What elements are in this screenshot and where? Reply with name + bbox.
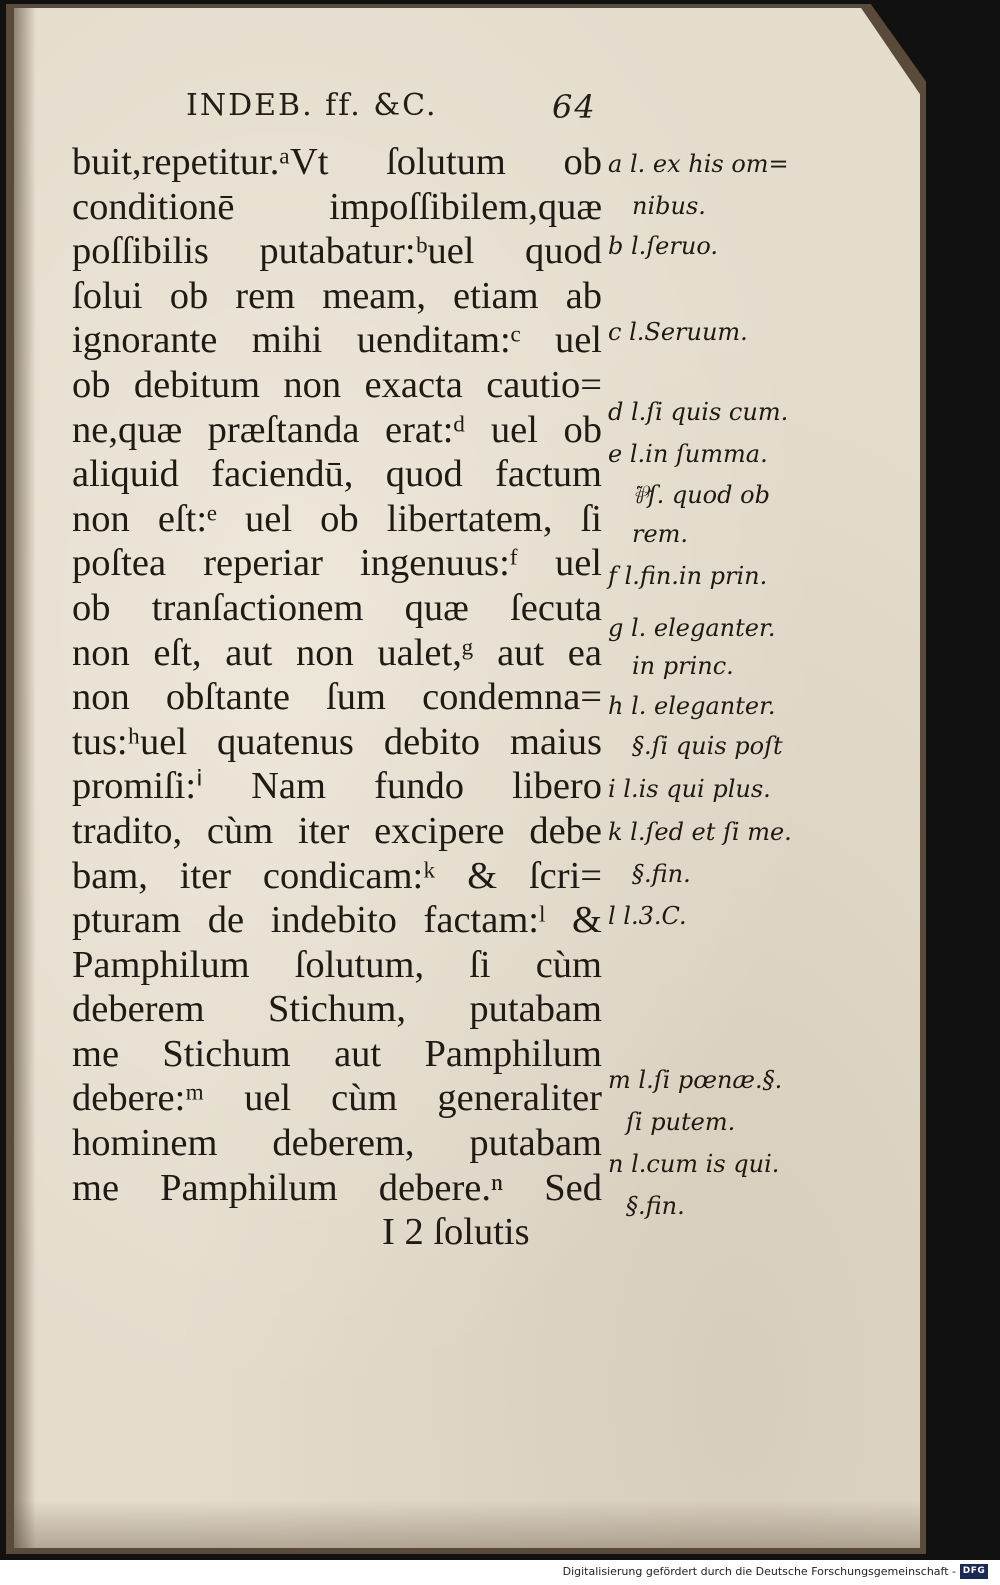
digitization-footer	[0, 1560, 1000, 1585]
main-text-block	[72, 140, 602, 1255]
margin-note: §.fin.	[626, 1192, 685, 1220]
text-line: pturam de indebito factam:ˡ &	[72, 899, 602, 942]
margin-note: h l. eleganter.	[608, 692, 776, 720]
text-line: debere:ᵐ uel cùm generaliter	[72, 1077, 602, 1120]
margin-note: ⅌ſ. quod ob	[632, 481, 770, 509]
margin-note: k l.ſed et ſi me.	[608, 818, 792, 846]
text-line: ob debitum non exacta cautio=	[72, 363, 602, 406]
margin-note: m l.ſi pœnæ.§.	[608, 1066, 783, 1094]
text-line: me Stichum aut Pamphilum	[72, 1032, 602, 1075]
margin-note: e l.in ſumma.	[608, 440, 768, 468]
page-bottom-shading	[14, 1500, 920, 1548]
text-line: ob tranſactionem quæ ſecuta	[72, 586, 602, 629]
margin-note: ſi putem.	[626, 1108, 736, 1136]
margin-note: i l.is qui plus.	[608, 775, 771, 803]
margin-note: l l.3.C.	[608, 902, 687, 930]
text-line: aliquid faciendū, quod factum	[72, 453, 602, 496]
margin-note: d l.ſi quis cum.	[608, 398, 789, 426]
dfg-logo-icon: DFG	[960, 1564, 988, 1579]
margin-note: in princ.	[632, 652, 734, 680]
text-line: ſolui ob rem meam, etiam ab	[72, 274, 602, 317]
text-line: tus:ʰuel quatenus debito maius	[72, 720, 602, 763]
margin-note: §.ſi quis poſt	[632, 732, 783, 760]
text-line: Pamphilum ſolutum, ſi cùm	[72, 943, 602, 986]
text-line: ignorante mihi uenditam:ᶜ uel	[72, 319, 602, 362]
catchword: I 2 ſolutis	[382, 1211, 530, 1254]
text-line: promiſi:ⁱ Nam fundo libero	[72, 765, 602, 808]
running-title: INDEB. ff. &C.	[186, 88, 438, 123]
margin-note: a l. ex his om=	[608, 150, 789, 178]
text-line: poſſibilis putabatur:ᵇuel quod	[72, 230, 602, 273]
margin-note: g l. eleganter.	[608, 614, 776, 642]
text-line: non eſt, aut non ualet,ᵍ aut ea	[72, 631, 602, 674]
margin-note: rem.	[632, 520, 689, 548]
footer-credit: Digitalisierung gefördert durch die Deutsche Forschungsgemeinschaft -	[562, 1565, 956, 1578]
text-line: ne,quæ præſtanda erat:ᵈ uel ob	[72, 408, 602, 451]
text-line: me Pamphilum debere.ⁿ Sed	[72, 1166, 602, 1209]
margin-note: b l.ſeruo.	[608, 232, 718, 260]
margin-note: f l.fin.in prin.	[608, 562, 768, 590]
running-header	[186, 88, 597, 126]
margin-note: nibus.	[632, 192, 706, 220]
text-line: non obſtante ſum condemna=	[72, 676, 602, 719]
text-line: buit,repetitur.ᵃVt ſolutum ob	[72, 141, 602, 183]
text-line: bam, iter condicam:ᵏ & ſcri=	[72, 854, 602, 897]
text-line: conditionē impoſſibilem,quæ	[72, 185, 602, 228]
text-line: poſtea reperiar ingenuus:ᶠ uel	[72, 542, 602, 585]
text-line: deberem Stichum, putabam	[72, 988, 602, 1031]
margin-note: c l.Seruum.	[608, 318, 748, 346]
page-number: 64	[552, 88, 597, 126]
text-line: hominem deberem, putabam	[72, 1122, 602, 1165]
text-line: non eſt:ᵉ uel ob libertatem, ſi	[72, 497, 602, 540]
text-line: tradito, cùm iter excipere debe	[72, 809, 602, 852]
margin-note: n l.cum is qui.	[608, 1150, 780, 1178]
page-gutter-shadow	[14, 8, 36, 1548]
margin-note: §.fin.	[632, 860, 691, 888]
